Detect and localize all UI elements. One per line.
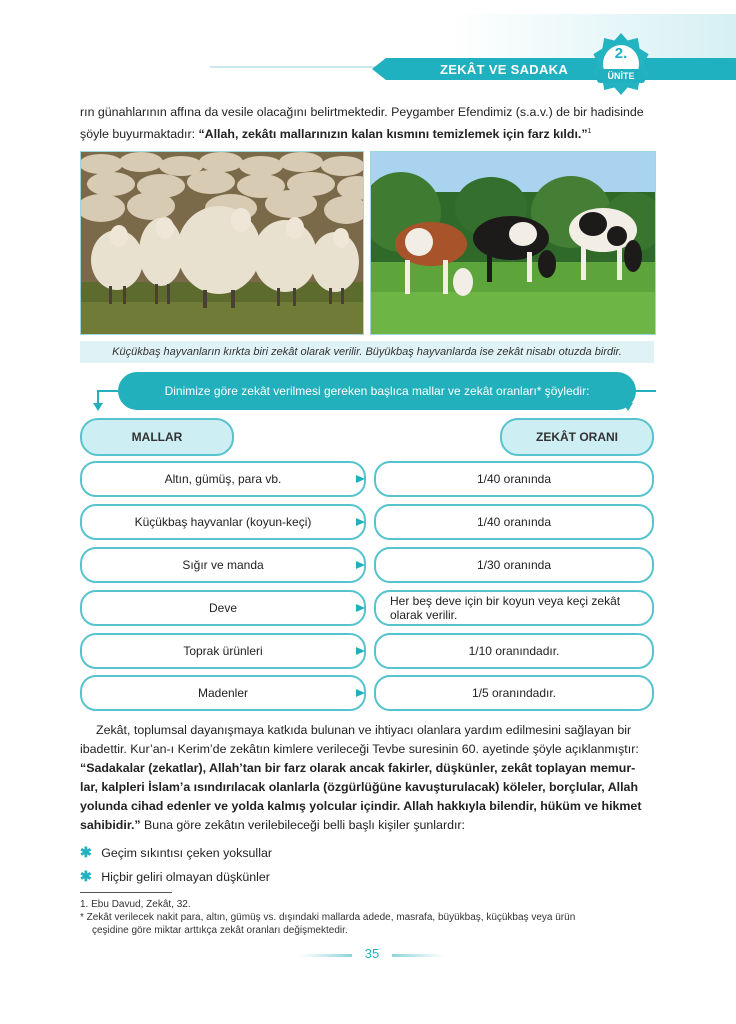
footnotes <box>80 898 670 937</box>
verse-line-1: “Sadakalar (zekatlar), Allah’tan bir farz olarak ancak fakirler, düşkünler, zekât toplayan memur- <box>80 761 636 775</box>
rate-altin: 1/40 oranında <box>374 461 654 497</box>
body-line-6: sahibidir.” Buna göre zekâtın verilebileceği belli başlı kişiler şunlardır: <box>80 818 465 832</box>
diagram-banner: Dinimize göre zekât verilmesi gereken başlıca mallar ve zekât oranları* şöyledir: <box>118 372 636 410</box>
intro-line-2: şöyle buyurmaktadır: “Allah, zekâtı mallarınızın kalan kısmını temizlemek için farz kıldı.”$^1$ <box>80 127 592 142</box>
bullet-item: ✱ Hiçbir geliri olmayan düşkünler <box>80 868 270 884</box>
footnote-ref: 1 <box>587 128 592 135</box>
page-number: 35 <box>364 946 380 961</box>
body-line-1: Zekât, toplumsal dayanışmaya katkıda bulunan ve ihtiyacı olanlara yardım edilmesini sağlayan bir <box>96 723 632 737</box>
rate-deve: Her beş deve için bir koyun veya keçi zekât olarak verilir. <box>374 590 654 626</box>
rate-madenler: 1/5 oranındadır. <box>374 675 654 711</box>
unit-number: 2. <box>614 45 628 62</box>
row-arrow-icon <box>356 475 365 483</box>
connector-left-down <box>97 390 99 404</box>
chapter-title: ZEKÂT VE SADAKA <box>440 62 569 77</box>
cows-photo <box>370 151 656 335</box>
intro-paragraph <box>80 103 660 144</box>
verse-line-2: lar, kalpleri İslam’a ısındırılacak olanlarla (özgürlüğüne kavuşturulacak) köleler, borçlular, Allah <box>80 780 639 794</box>
header-mallar: MALLAR <box>80 418 234 456</box>
asterisk-bullet-icon: ✱ <box>80 844 92 860</box>
hadith-quote: “Allah, zekâtı mallarınızın kalan kısmını temizlemek için farz kıldı.” <box>198 127 588 142</box>
item-kucukbas: Küçükbaş hayvanlar (koyun-keçi) <box>80 504 366 540</box>
item-altin: Altın, gümüş, para vb. <box>80 461 366 497</box>
body-paragraph <box>80 721 660 835</box>
row-arrow-icon <box>356 604 365 612</box>
sheep-photo <box>80 151 364 335</box>
row-arrow-icon <box>356 689 365 697</box>
intro-line-1: rın günahlarının affına da vesile olacağını belirtmektedir. Peygamber Efendimiz (s.a.v.) de bir hadisinde <box>80 105 644 119</box>
footnote-asterisk: * Zekât verilecek nakit para, altın, gümüş vs. dışındaki mallarda adede, masrafa, büyükbaş, küçükbaş veya ürün <box>80 912 576 923</box>
arrow-left-down-icon <box>93 403 103 411</box>
rate-kucukbas: 1/40 oranında <box>374 504 654 540</box>
connector-left <box>98 390 118 392</box>
item-deve: Deve <box>80 590 366 626</box>
footnote-asterisk-cont: çeşidine göre miktar arttıkça zekât oranları değişmektedir. <box>92 925 348 936</box>
item-toprak: Toprak ürünleri <box>80 633 366 669</box>
asterisk-bullet-icon: ✱ <box>80 868 92 884</box>
rate-toprak: 1/10 oranındadır. <box>374 633 654 669</box>
body-line-2: ibadettir. Kur’an-ı Kerim’de zekâtın kimlere verileceği Tevbe suresinin 60. ayetinde şöyle açıklanmıştır: <box>80 742 639 756</box>
footnote-1: 1. Ebu Davud, Zekât, 32. <box>80 899 191 910</box>
verse-line-3: yolunda cihad edenler ve yolda kalmış yolcular içindir. Allah hakkıyla bilendir, hüküm ve hikmet <box>80 799 642 813</box>
cows-illustration <box>371 152 655 334</box>
unit-label: ÜNİTE <box>597 69 645 83</box>
page-line-left <box>300 954 352 957</box>
bullet-item: ✱ Geçim sıkıntısı çeken yoksullar <box>80 844 272 860</box>
item-sigir: Sığır ve manda <box>80 547 366 583</box>
unit-badge <box>591 33 651 95</box>
photo-caption: Küçükbaş hayvanların kırkta biri zekât olarak verilir. Büyükbaş hayvanlarda ise zekât nisabı otuzda birdir. <box>80 341 654 363</box>
footnote-rule <box>80 892 172 893</box>
row-arrow-icon <box>356 647 365 655</box>
connector-right <box>636 390 656 392</box>
page-line-right <box>392 954 444 957</box>
rate-sigir: 1/30 oranında <box>374 547 654 583</box>
item-madenler: Madenler <box>80 675 366 711</box>
sheep-illustration <box>81 152 363 334</box>
header-zekat-orani: ZEKÂT ORANI <box>500 418 654 456</box>
row-arrow-icon <box>356 561 365 569</box>
row-arrow-icon <box>356 518 365 526</box>
